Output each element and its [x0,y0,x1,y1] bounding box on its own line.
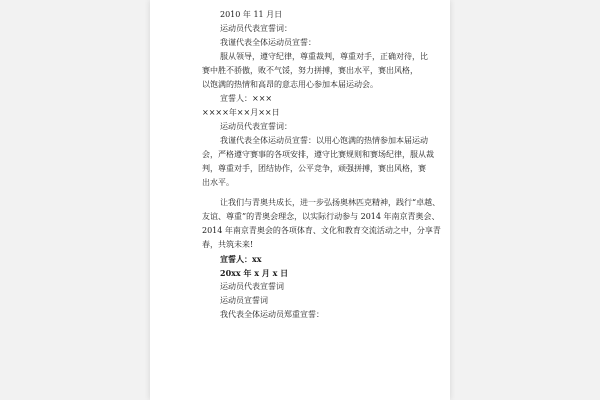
oath-text-line: 友谊、尊重”的青奥会理念，以实际行动参与 2014 年南京青奥会、 [202,212,440,221]
oath-text-line: 服从领导，遵守纪律，尊重裁判，尊重对手，正确对待，比 [220,52,428,61]
oath-intro: 我谨代表全体运动员宣誓： [220,38,316,47]
document-page [150,0,450,400]
oath-text-line: 春，共筑未来! [202,240,254,249]
oath-text-line: 会，严格遵守赛事的各项安排，遵守比赛规则和赛场纪律，服从裁 [202,150,434,159]
section-heading: 运动员代表宣誓词： [220,24,292,33]
oath-signer: 宣誓人：xx [220,254,262,264]
oath-intro: 我代表全体运动员郑重宣誓： [220,310,324,319]
oath-text-line: 我谨代表全体运动员宣誓：以用心饱满的热情参加本届运动 [220,136,428,145]
section-heading: 运动员宣誓词 [220,296,268,305]
oath-date: ××××年××月××日 [202,108,280,117]
oath-text-line: 让我们与青奥共成长，进一步弘扬奥林匹克精神，践行“卓越、 [220,198,441,207]
oath-text-line: 2014 年南京青奥会的各项体育、文化和教育交流活动之中，分享青 [202,226,441,235]
date-line: 2010 年 11 月日 [220,10,283,19]
section-heading: 运动员代表宣誓词： [220,122,292,131]
section-heading: 运动员代表宣誓词 [220,282,284,291]
oath-date: 20xx 年 x 月 x 日 [220,268,289,278]
oath-text-line: 判，尊重对手，团结协作，公平竞争，顽强拼搏，赛出风格，赛 [202,164,426,173]
oath-text-line: 以饱满的热情和高昂的意志用心参加本届运动会。 [202,80,378,89]
oath-text-line: 出水平。 [202,178,234,187]
oath-signer: 宣誓人：××× [220,94,273,103]
document-content [202,8,450,322]
oath-text-line: 赛中胜不骄傲，败不气馁，努力拼搏，赛出水平，赛出风格， [202,66,418,75]
